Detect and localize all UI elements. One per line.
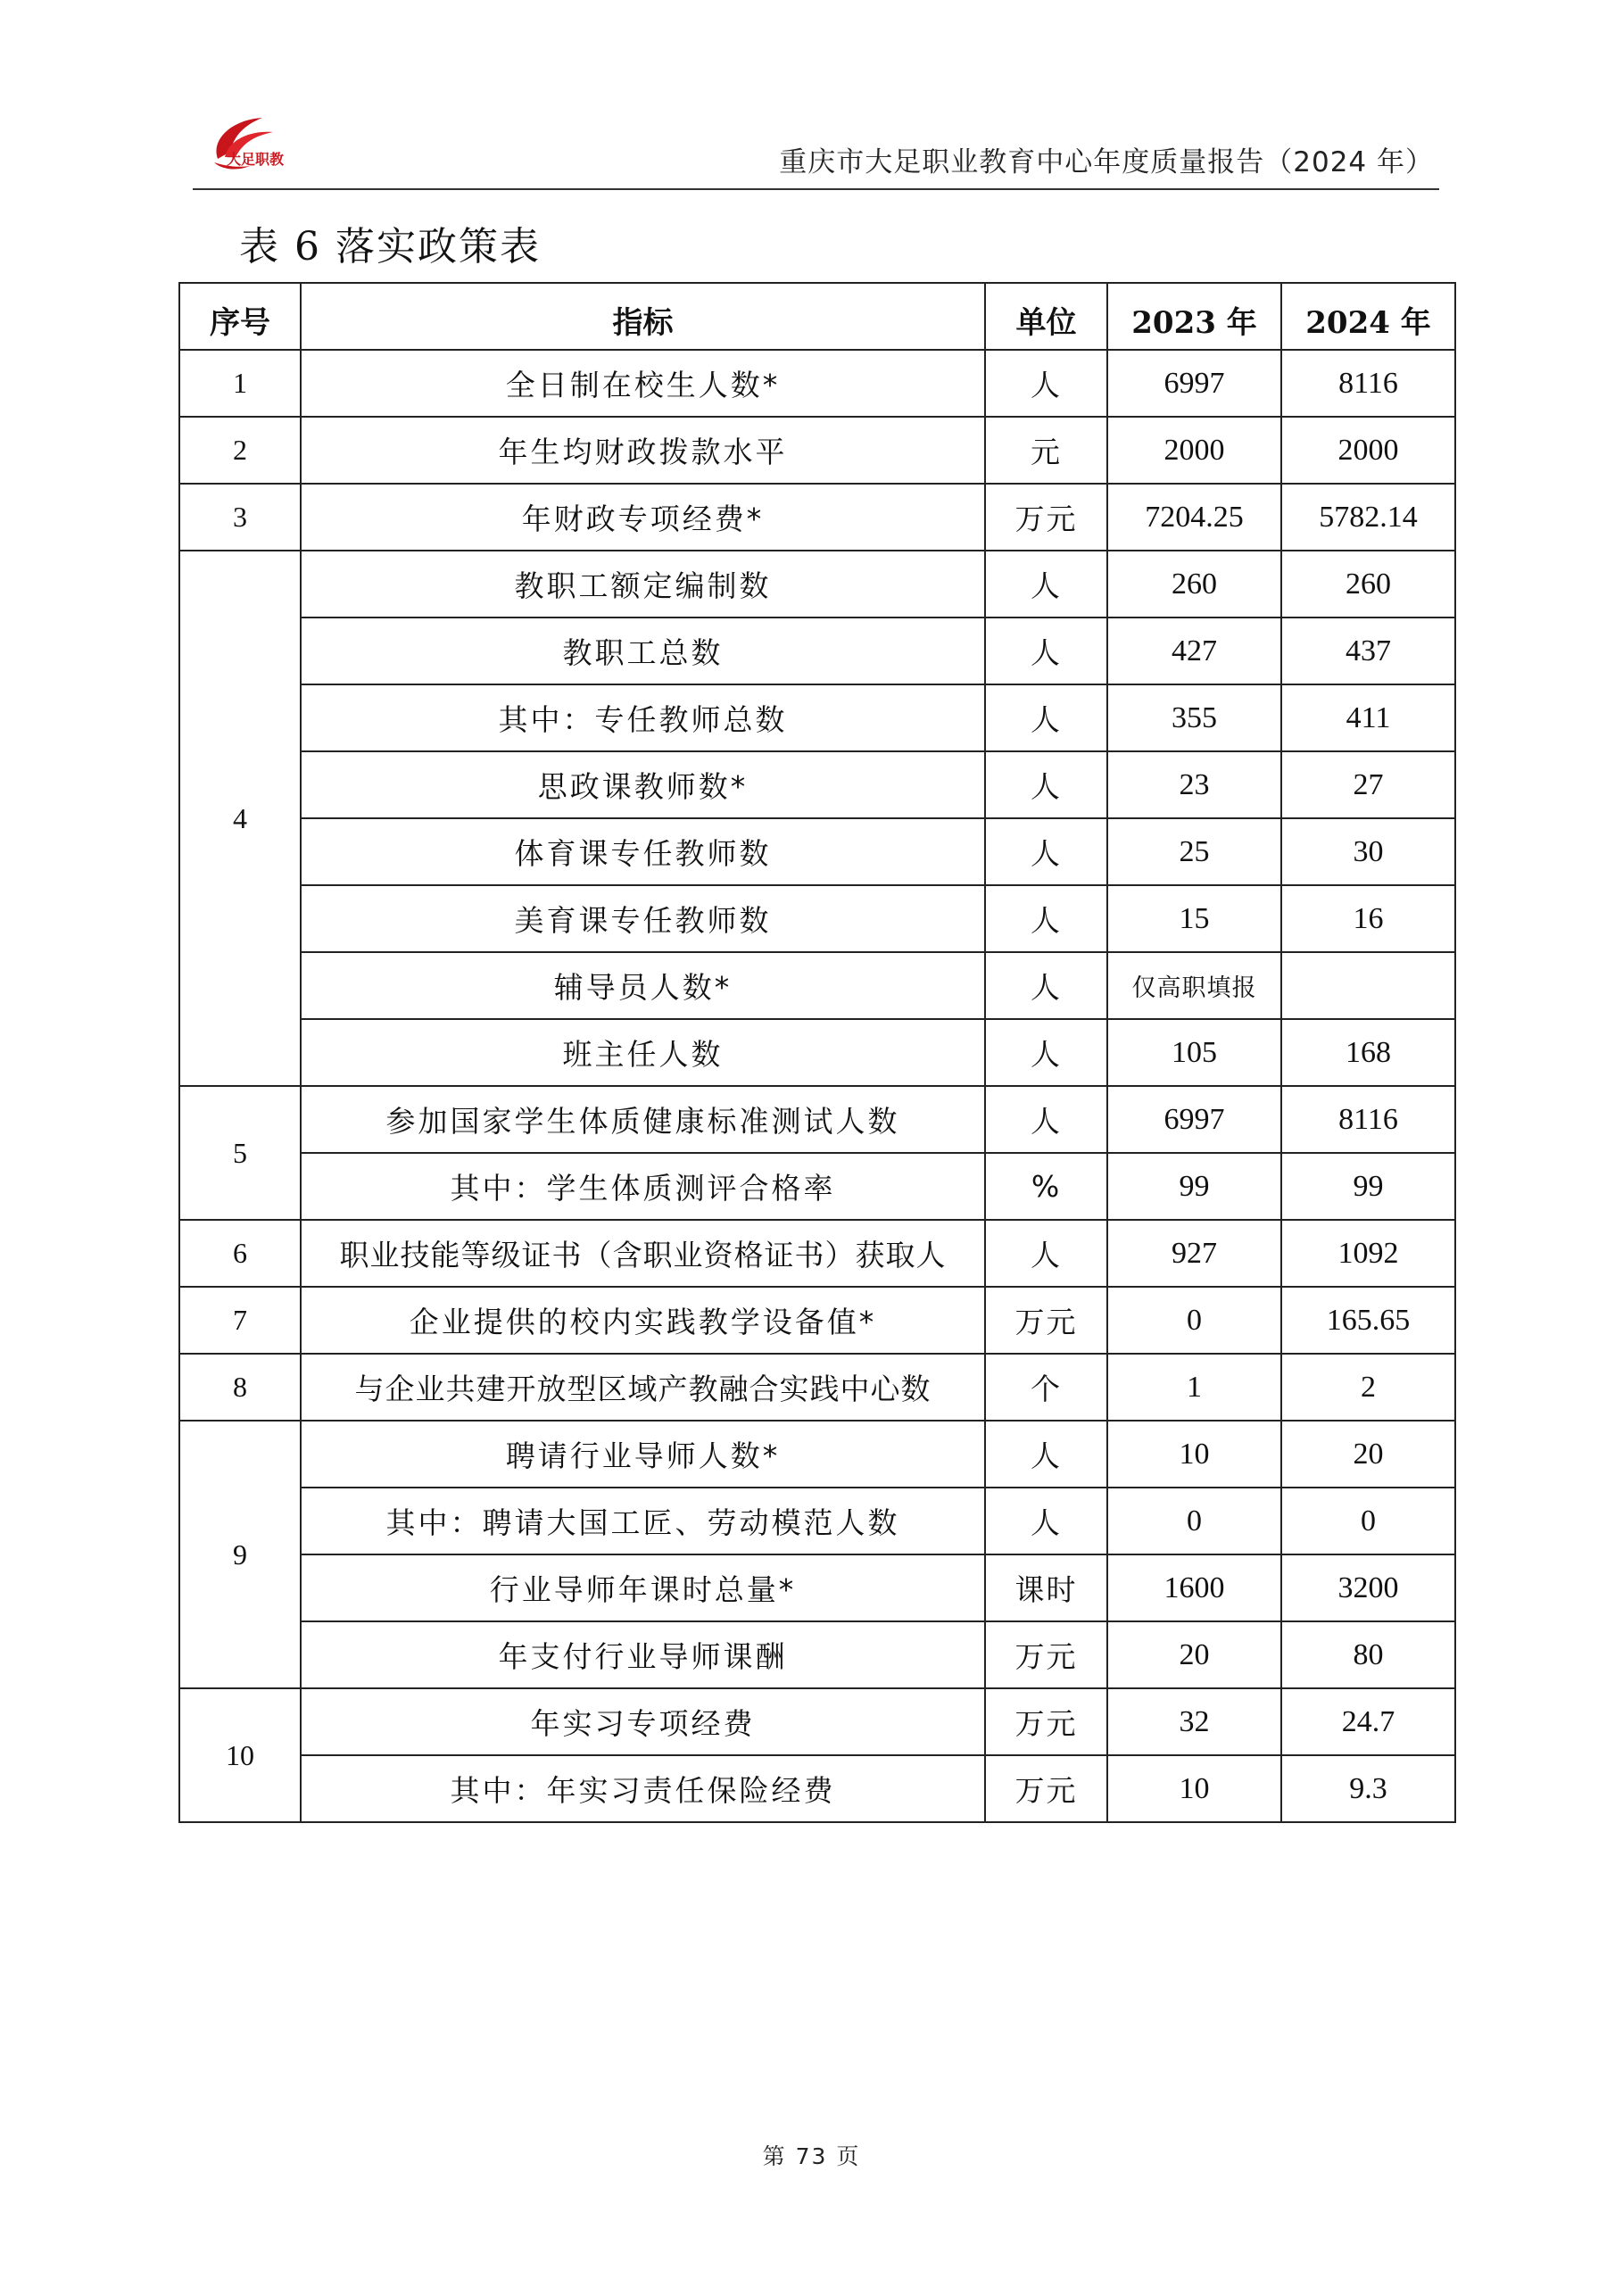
header-seq: 序号: [179, 283, 301, 350]
header-divider: [193, 188, 1439, 190]
table-header-row: [179, 283, 1455, 350]
row-indicator: 年财政专项经费*: [301, 484, 985, 551]
row-value-2023: 927: [1107, 1220, 1281, 1287]
row-unit: 人: [985, 751, 1107, 818]
row-value-2024: 2: [1281, 1354, 1455, 1421]
logo-text: 大足职教: [227, 151, 285, 168]
row-unit: 人: [985, 952, 1107, 1019]
row-unit: 万元: [985, 1755, 1107, 1822]
row-indicator: 美育课专任教师数: [301, 885, 985, 952]
row-value-2023: 仅高职填报: [1107, 952, 1281, 1019]
row-seq: 3: [179, 484, 301, 551]
row-unit: 人: [985, 818, 1107, 885]
row-unit: 人: [985, 1019, 1107, 1086]
row-unit: 万元: [985, 1688, 1107, 1755]
row-value-2023: 2000: [1107, 417, 1281, 484]
row-value-2023: 23: [1107, 751, 1281, 818]
row-value-2024: 30: [1281, 818, 1455, 885]
row-value-2023: 32: [1107, 1688, 1281, 1755]
row-value-2024: 165.65: [1281, 1287, 1455, 1354]
row-value-2024: 2000: [1281, 417, 1455, 484]
row-indicator: 思政课教师数*: [301, 751, 985, 818]
row-unit: 人: [985, 1220, 1107, 1287]
row-value-2023: 0: [1107, 1287, 1281, 1354]
table-row: [179, 417, 1455, 484]
table-row: [179, 350, 1455, 417]
row-unit: 万元: [985, 1621, 1107, 1688]
row-value-2024: 8116: [1281, 1086, 1455, 1153]
table-row: [179, 818, 1455, 885]
row-value-2024: 437: [1281, 618, 1455, 684]
row-value-2023: 10: [1107, 1421, 1281, 1488]
row-value-2024: 5782.14: [1281, 484, 1455, 551]
row-unit: 人: [985, 1421, 1107, 1488]
row-unit: 人: [985, 1488, 1107, 1554]
table-row: [179, 1220, 1455, 1287]
row-seq: 6: [179, 1220, 301, 1287]
row-indicator: 聘请行业导师人数*: [301, 1421, 985, 1488]
row-value-2024: 1092: [1281, 1220, 1455, 1287]
row-value-2024: 27: [1281, 751, 1455, 818]
header-2024: 2024 年: [1281, 283, 1455, 350]
table-row: [179, 618, 1455, 684]
row-unit: 人: [985, 885, 1107, 952]
row-value-2023: 10: [1107, 1755, 1281, 1822]
row-seq: 8: [179, 1354, 301, 1421]
policy-table: [178, 282, 1456, 1823]
row-unit: 人: [985, 618, 1107, 684]
row-indicator: 行业导师年课时总量*: [301, 1554, 985, 1621]
row-value-2023: 25: [1107, 818, 1281, 885]
row-value-2023: 260: [1107, 551, 1281, 618]
table-row: [179, 1354, 1455, 1421]
row-value-2023: 6997: [1107, 350, 1281, 417]
row-unit: %: [985, 1153, 1107, 1220]
table-row: [179, 1421, 1455, 1488]
report-title: 重庆市大足职业教育中心年度质量报告（2024 年）: [779, 146, 1434, 178]
row-value-2024: 411: [1281, 684, 1455, 751]
row-unit: 人: [985, 1086, 1107, 1153]
row-value-2024: 20: [1281, 1421, 1455, 1488]
row-value-2024: 9.3: [1281, 1755, 1455, 1822]
row-indicator: 体育课专任教师数: [301, 818, 985, 885]
row-indicator: 企业提供的校内实践教学设备值*: [301, 1287, 985, 1354]
row-indicator: 全日制在校生人数*: [301, 350, 985, 417]
row-value-2024: [1281, 952, 1455, 1019]
row-value-2023: 105: [1107, 1019, 1281, 1086]
table-row: [179, 1755, 1455, 1822]
table-row: [179, 1086, 1455, 1153]
row-value-2023: 1: [1107, 1354, 1281, 1421]
row-seq: 5: [179, 1086, 301, 1220]
table-row: [179, 1488, 1455, 1554]
row-value-2023: 20: [1107, 1621, 1281, 1688]
row-indicator: 其中：年实习责任保险经费: [301, 1755, 985, 1822]
row-indicator: 班主任人数: [301, 1019, 985, 1086]
row-value-2024: 80: [1281, 1621, 1455, 1688]
table-row: [179, 1287, 1455, 1354]
row-unit: 元: [985, 417, 1107, 484]
row-unit: 人: [985, 684, 1107, 751]
header-unit: 单位: [985, 283, 1107, 350]
row-indicator: 教职工额定编制数: [301, 551, 985, 618]
row-indicator: 其中：聘请大国工匠、劳动模范人数: [301, 1488, 985, 1554]
table-row: [179, 1019, 1455, 1086]
row-indicator: 与企业共建开放型区域产教融合实践中心数: [301, 1354, 985, 1421]
row-indicator: 辅导员人数*: [301, 952, 985, 1019]
row-value-2023: 7204.25: [1107, 484, 1281, 551]
row-indicator: 其中：学生体质测评合格率: [301, 1153, 985, 1220]
row-value-2024: 260: [1281, 551, 1455, 618]
header-2023: 2023 年: [1107, 283, 1281, 350]
page-number: 第 73 页: [762, 2143, 861, 2169]
row-indicator: 教职工总数: [301, 618, 985, 684]
table-row: [179, 684, 1455, 751]
row-unit: 课时: [985, 1554, 1107, 1621]
table-row: [179, 1153, 1455, 1220]
row-indicator: 年支付行业导师课酬: [301, 1621, 985, 1688]
row-unit: 万元: [985, 1287, 1107, 1354]
row-value-2024: 168: [1281, 1019, 1455, 1086]
row-unit: 万元: [985, 484, 1107, 551]
row-indicator: 参加国家学生体质健康标准测试人数: [301, 1086, 985, 1153]
row-value-2023: 15: [1107, 885, 1281, 952]
row-indicator: 其中：专任教师总数: [301, 684, 985, 751]
row-value-2023: 427: [1107, 618, 1281, 684]
row-unit: 人: [985, 350, 1107, 417]
table-row: [179, 1554, 1455, 1621]
table-row: [179, 1688, 1455, 1755]
row-seq: 9: [179, 1421, 301, 1688]
row-indicator: 年生均财政拨款水平: [301, 417, 985, 484]
row-value-2023: 0: [1107, 1488, 1281, 1554]
table-row: [179, 885, 1455, 952]
row-seq: 4: [179, 551, 301, 1086]
row-seq: 7: [179, 1287, 301, 1354]
row-indicator: 职业技能等级证书（含职业资格证书）获取人: [301, 1220, 985, 1287]
row-value-2024: 24.7: [1281, 1688, 1455, 1755]
table-row: [179, 551, 1455, 618]
row-seq: 10: [179, 1688, 301, 1822]
row-value-2024: 16: [1281, 885, 1455, 952]
header-indicator: 指标: [301, 283, 985, 350]
row-indicator: 年实习专项经费: [301, 1688, 985, 1755]
row-unit: 个: [985, 1354, 1107, 1421]
row-seq: 1: [179, 350, 301, 417]
table-row: [179, 952, 1455, 1019]
table-row: [179, 1621, 1455, 1688]
table-title: 表 6 落实政策表: [239, 224, 541, 269]
row-value-2023: 1600: [1107, 1554, 1281, 1621]
row-unit: 人: [985, 551, 1107, 618]
row-value-2024: 99: [1281, 1153, 1455, 1220]
row-value-2023: 6997: [1107, 1086, 1281, 1153]
row-seq: 2: [179, 417, 301, 484]
row-value-2023: 355: [1107, 684, 1281, 751]
row-value-2024: 0: [1281, 1488, 1455, 1554]
row-value-2024: 8116: [1281, 350, 1455, 417]
row-value-2024: 3200: [1281, 1554, 1455, 1621]
table-row: [179, 484, 1455, 551]
row-value-2023: 99: [1107, 1153, 1281, 1220]
table-row: [179, 751, 1455, 818]
